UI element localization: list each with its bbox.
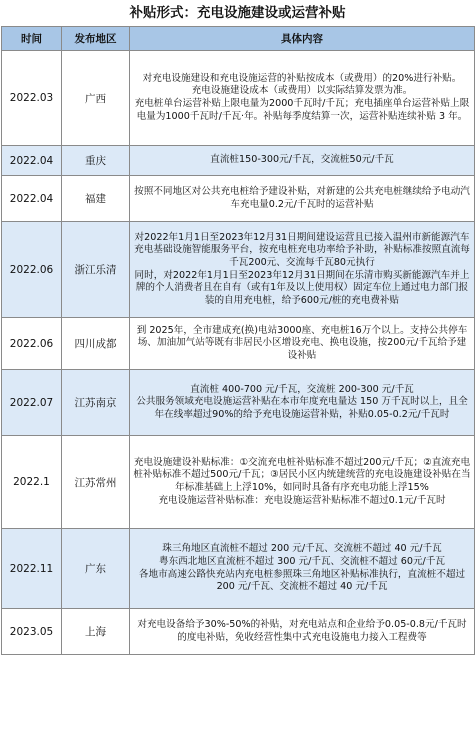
subsidy-table bbox=[1, 26, 475, 655]
header-time: 时间 bbox=[2, 27, 62, 51]
cell-content bbox=[130, 609, 475, 655]
cell-time: 2022.07 bbox=[2, 370, 62, 436]
table-row bbox=[2, 609, 475, 655]
cell-content bbox=[130, 146, 475, 176]
content-line: 粤东西北地区直流桩不超过 300 元/千瓦、交流桩不超过 60元/千瓦 bbox=[159, 555, 445, 567]
cell-time: 2022.1 bbox=[2, 436, 62, 529]
content-line: 充电设施建设成本（或费用）以实际结算发票为准。 bbox=[191, 85, 413, 97]
content-line: 到 2025年，全市建成充(换)电站3000座、充电桩16万个以上。支持公共停车场、加油加气站等既有非居民小区增设充电、换电设施，按200元/千瓦给予建设补贴 bbox=[136, 324, 468, 361]
cell-region: 重庆 bbox=[62, 146, 130, 176]
cell-time: 2022.11 bbox=[2, 529, 62, 609]
cell-content bbox=[130, 529, 475, 609]
table-row bbox=[2, 146, 475, 176]
cell-region: 广东 bbox=[62, 529, 130, 609]
cell-content bbox=[130, 222, 475, 318]
cell-time: 2022.06 bbox=[2, 222, 62, 318]
content-line: 对2022年1月1日至2023年12月31日期间建设运营且已接入温州市新能源汽车充电基础设施智能服务平台，按充电桩充电功率给予补助，补贴标准按照直流每千瓦200元、交流每千瓦80元执行 bbox=[134, 231, 470, 268]
page-title: 补贴形式：充电设施建设或运营补贴 bbox=[129, 5, 346, 21]
cell-content bbox=[130, 51, 475, 146]
header-region: 发布地区 bbox=[62, 27, 130, 51]
cell-region: 江苏南京 bbox=[62, 370, 130, 436]
cell-region: 福建 bbox=[62, 176, 130, 222]
cell-time: 2022.04 bbox=[2, 146, 62, 176]
cell-region: 四川成都 bbox=[62, 318, 130, 370]
content-line: 充电设施运营补贴标准：充电设施运营补贴标准不超过0.1元/千瓦时 bbox=[158, 494, 446, 506]
table-header-row bbox=[2, 27, 475, 51]
content-line: 充电桩单台运营补贴上限电量为2000千瓦时/千瓦；充电插座单台运营补贴上限电量为1000千瓦时/千瓦·年。补贴每季度结算一次，运营补贴连续补贴 3 年。 bbox=[134, 98, 470, 122]
cell-region: 浙江乐清 bbox=[62, 222, 130, 318]
content-line: 同时，对2022年1月1日至2023年12月31日期间在乐清市购买新能源汽车并上牌的个人消费者且在自有（或有1年及以上使用权）固定车位上通过电力部门报装的自用充电桩，给予600元/桩的充电费补贴 bbox=[134, 269, 470, 306]
cell-content bbox=[130, 370, 475, 436]
table-body bbox=[2, 51, 475, 655]
content-line: 珠三角地区直流桩不超过 200 元/千瓦、交流桩不超过 40 元/千瓦 bbox=[162, 543, 442, 555]
header-content: 具体内容 bbox=[130, 27, 475, 51]
cell-time: 2022.03 bbox=[2, 51, 62, 146]
content-line: 对充电设施建设和充电设施运营的补贴按成本（或费用）的20%进行补贴。 bbox=[142, 72, 462, 84]
table-row bbox=[2, 318, 475, 370]
cell-content bbox=[130, 176, 475, 222]
table-row bbox=[2, 436, 475, 529]
content-line: 公共服务领域充电设施运营补贴在本市年度充电量达 150 万千瓦时以上，且全年在线率超过90%的给予充电设施运营补贴，补贴0.05-0.2元/千瓦时 bbox=[136, 396, 468, 420]
cell-region: 广西 bbox=[62, 51, 130, 146]
cell-content bbox=[130, 318, 475, 370]
table-row bbox=[2, 529, 475, 609]
table-row bbox=[2, 176, 475, 222]
table-row bbox=[2, 370, 475, 436]
content-line: 各地市高速公路快充站内充电桩参照珠三角地区补贴标准执行，直流桩不超过 200 元/千瓦、交流桩不超过 40 元/千瓦 bbox=[138, 568, 466, 593]
cell-region: 上海 bbox=[62, 609, 130, 655]
table-row bbox=[2, 51, 475, 146]
content-line: 直流桩150-300元/千瓦，交流桩50元/千瓦 bbox=[210, 154, 394, 166]
table-row bbox=[2, 222, 475, 318]
cell-time: 2022.04 bbox=[2, 176, 62, 222]
cell-content bbox=[130, 436, 475, 529]
content-line: 充电设施建设补贴标准：①交流充电桩补贴标准不超过200元/千瓦；②直流充电桩补贴标准不超过500元/千瓦；③居民小区内统建统营的充电设施建设补贴在当年标准基础上上浮10%，如同时具备有序充电功能上浮15% bbox=[133, 456, 471, 493]
content-line: 对充电设备给予30%-50%的补贴，对充电站点和企业给予0.05-0.8元/千瓦时的度电补贴，免收经营性集中式充电设施电力接入工程费等 bbox=[137, 618, 467, 643]
cell-region: 江苏常州 bbox=[62, 436, 130, 529]
cell-time: 2023.05 bbox=[2, 609, 62, 655]
content-line: 直流桩 400-700 元/千瓦，交流桩 200-300 元/千瓦 bbox=[190, 383, 414, 395]
cell-time: 2022.06 bbox=[2, 318, 62, 370]
content-line: 按照不同地区对公共充电桩给予建设补贴，对新建的公共充电桩继续给予电动汽车充电量0.2元/千瓦时的运营补贴 bbox=[134, 185, 470, 210]
